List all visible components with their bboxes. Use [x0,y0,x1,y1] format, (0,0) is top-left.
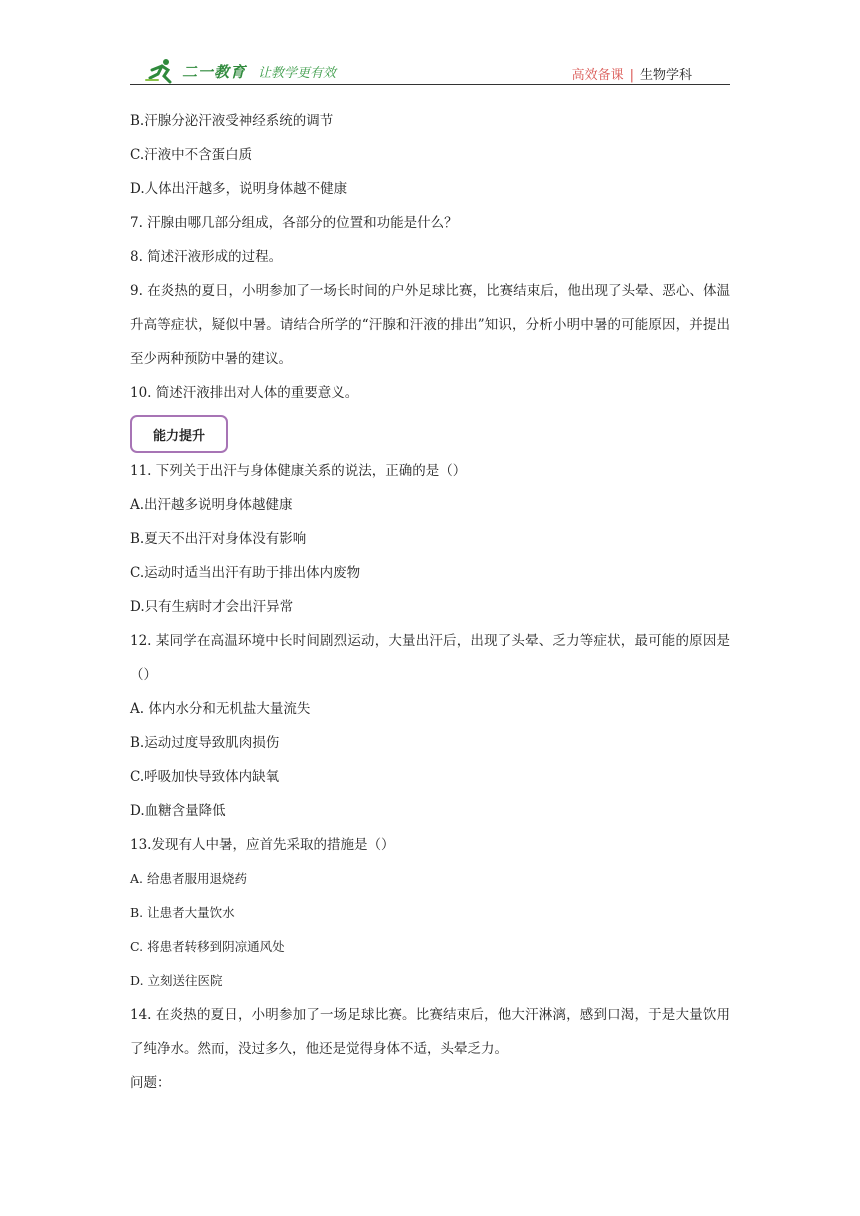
section-label: 高效备课 [571,68,624,83]
q11-option-d: D.只有生病时才会出汗异常 [130,599,294,615]
question-12: 12. 某同学在高温环境中长时间剧烈运动，大量出汗后，出现了头晕、乏力等症状，最可能的原因是（） [130,633,730,683]
option-b: B.汗腺分泌汗液受神经系统的调节 [130,113,334,129]
section-badge: 能力提升 [130,415,228,453]
q13-option-d: D. 立刻送往医院 [130,973,223,988]
option-c: C.汗液中不含蛋白质 [130,147,253,163]
q11-option-b: B.夏天不出汗对身体没有影响 [130,531,307,547]
question-8: 8. 简述汗液形成的过程。 [130,249,283,265]
header-separator: | [629,68,634,83]
question-11: 11. 下列关于出汗与身体健康关系的说法，正确的是（） [130,463,467,479]
q11-option-a: A.出汗越多说明身体越健康 [130,497,293,513]
slogan: 让教学更有效 [258,65,337,81]
question-10: 10. 简述汗液排出对人体的重要意义。 [130,385,359,401]
logo-name: 二一教育 [182,62,247,81]
section-heading-row [130,410,730,454]
q12-option-b: B.运动过度导致肌肉损伤 [130,735,280,751]
q13-option-b: B. 让患者大量饮水 [130,905,235,920]
header-label [572,64,692,83]
header-divider [130,84,730,85]
logo [144,58,336,84]
q12-option-a: A. 体内水分和无机盐大量流失 [130,701,311,717]
page-header [130,56,730,86]
question-7: 7. 汗腺由哪几部分组成，各部分的位置和功能是什么？ [130,215,458,231]
q13-option-a: A. 给患者服用退烧药 [130,871,247,886]
q12-option-d: D.血糖含量降低 [130,803,226,819]
q11-option-c: C.运动时适当出汗有助于排出体内废物 [130,565,361,581]
option-d: D.人体出汗越多，说明身体越不健康 [130,181,348,197]
question-14: 14. 在炎热的夏日，小明参加了一场足球比赛。比赛结束后，他大汗淋漓，感到口渴，于是大量饮用了纯净水。然而，没过多久，他还是觉得身体不适，头晕乏力。 [130,1007,730,1057]
q13-option-c: C. 将患者转移到阴凉通风处 [130,939,285,954]
q12-option-c: C.呼吸加快导致体内缺氧 [130,769,280,785]
subject-label: 生物学科 [639,68,692,83]
document-body [130,104,730,1100]
question-label: 问题： [130,1075,171,1091]
question-13: 13.发现有人中暑，应首先采取的措施是（） [130,837,395,853]
question-9: 9. 在炎热的夏日，小明参加了一场长时间的户外足球比赛，比赛结束后，他出现了头晕、恶心、体温升高等症状，疑似中暑。请结合所学的“汗腺和汗液的排出”知识，分析小明中暑的可能原因，并提出至少两种预防中暑的建议。 [130,283,730,367]
runner-logo-icon [144,58,180,84]
